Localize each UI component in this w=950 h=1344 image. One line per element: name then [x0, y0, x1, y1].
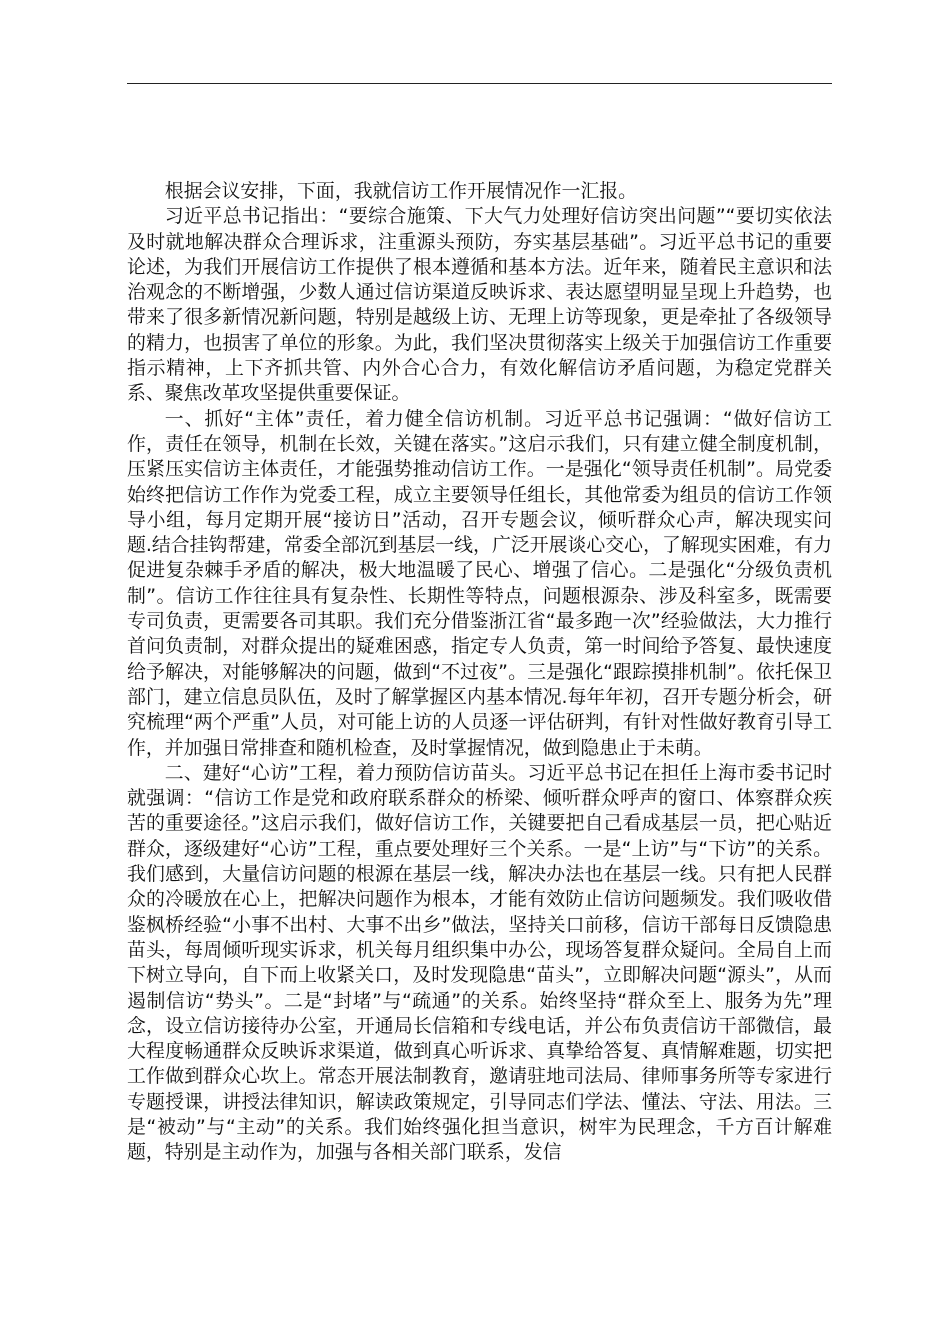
paragraph-preface: 习近平总书记指出：“要综合施策、下大气力处理好信访突出问题”“要切实依法及时就地解决群众合理诉求，注重源头预防，夯实基层基础”。习近平总书记的重要论述，为我们开展信访工作提供了根本遵循和基本方法。近年来，随着民主意识和法治观念的不断增强，少数人通过信访渠道反映诉求、表达愿望明显呈现上升趋势，也带来了很多新情况新问题，特别是越级上访、无理上访等现象，更是牵扯了各级领导的精力，也损害了单位的形象。为此，我们坚决贯彻落实上级关于加强信访工作重要指示精神，上下齐抓共管、内外合心合力，有效化解信访矛盾问题，为稳定党群关系、聚焦改革攻坚提供重要保证。 — [127, 205, 832, 405]
paragraph-intro: 根据会议安排，下面，我就信访工作开展情况作一汇报。 — [164, 180, 638, 202]
paragraph-section-one: 一、抓好“主体”责任，着力健全信访机制。习近平总书记强调：“做好信访工作，责任在领导，机制在长效，关键在落实。”这启示我们，只有建立健全制度机制，压紧压实信访主体责任，才能强势推动信访工作。一是强化“领导责任机制”。局党委始终把信访工作作为党委工程，成立主要领导任组长，其他常委为组员的信访工作领导小组，每月定期开展“接访日”活动，召开专题会议，倾听群众心声，解决现实问题.结合挂钩帮建，常委全部沉到基层一线，广泛开展谈心交心，了解现实困难，有力促进复杂棘手矛盾的解决，极大地温暖了民心、增强了信心。二是强化“分级负责机制”。信访工作往往具有复杂性、长期性等特点，问题根源杂、涉及科室多，既需要专司负责，更需要各司其职。我们充分借鉴浙江省“最多跑一次”经验做法，大力推行首问负责制，对群众提出的疑难困惑，指定专人负责，第一时间给予答复、最快速度给予解决，对能够解决的问题，做到“不过夜”。三是强化“跟踪摸排机制”。依托保卫部门，建立信息员队伍，及时了解掌握区内基本情况.每年年初，召开专题分析会，研究梳理“两个严重”人员，对可能上访的人员逐一评估研判，有针对性做好教育引导工作，并加强日常排查和随机检查，及时掌握情况，做到隐患止于未萌。 — [127, 407, 832, 759]
document-body — [127, 179, 832, 1166]
paragraph-section-two: 二、建好“心访”工程，着力预防信访苗头。习近平总书记在担任上海市委书记时就强调：“信访工作是党和政府联系群众的桥梁、倾听群众呼声的窗口、体察群众疾苦的重要途径。”这启示我们，做好信访工作，关键要把自己看成基层一员，把心贴近群众，逐级建好“心访”工程，重点要处理好三个关系。一是“上访”与“下访”的关系。我们感到，大量信访问题的根源在基层一线，解决办法也在基层一线。只有把人民群众的冷暖放在心上，把解决问题作为根本，才能有效防止信访问题频发。我们吸收借鉴枫桥经验“小事不出村、大事不出乡”做法，坚持关口前移，信访干部每日反馈隐患苗头，每周倾听现实诉求，机关每月组织集中办公，现场答复群众疑问。全局自上而下树立导向，自下而上收紧关口，及时发现隐患“苗头”，立即解决问题“源头”，从而遏制信访“势头”。二是“封堵”与“疏通”的关系。始终坚持“群众至上、服务为先”理念，设立信访接待办公室，开通局长信箱和专线电话，并公布负责信访干部微信，最大程度畅通群众反映诉求渠道，做到真心听诉求、真挚给答复、真情解难题，切实把工作做到群众心坎上。常态开展法制教育，邀请驻地司法局、律师事务所等专家进行专题授课，讲授法律知识，解读政策规定，引导同志们学法、懂法、守法、用法。三是“被动”与“主动”的关系。我们始终强化担当意识，树牢为民理念，千方百计解难题，特别是主动作为，加强与各相关部门联系，发信 — [127, 761, 832, 1164]
header-rule — [127, 83, 832, 84]
